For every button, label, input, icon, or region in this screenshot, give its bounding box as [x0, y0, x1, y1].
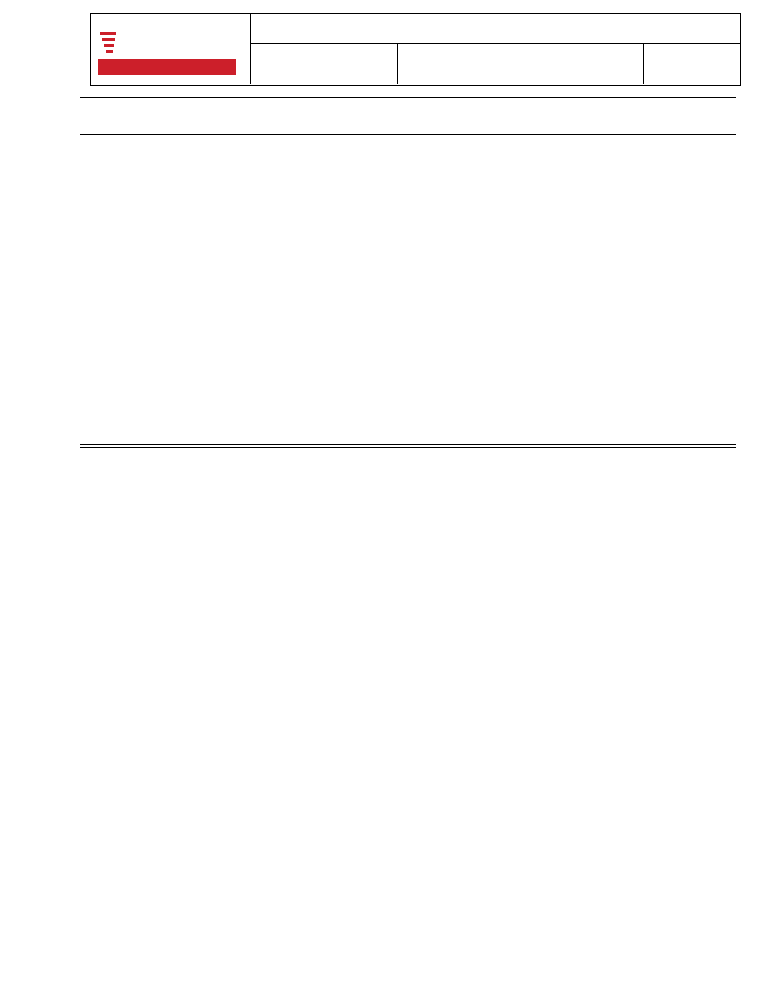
section-1-bar — [80, 97, 736, 135]
section-2-bar — [80, 444, 736, 448]
header-date — [251, 44, 398, 84]
header-page — [644, 44, 740, 84]
app-logo-icon — [100, 18, 220, 62]
logo-subtitle — [98, 59, 236, 75]
document-title — [251, 13, 740, 44]
header-product — [398, 44, 644, 84]
